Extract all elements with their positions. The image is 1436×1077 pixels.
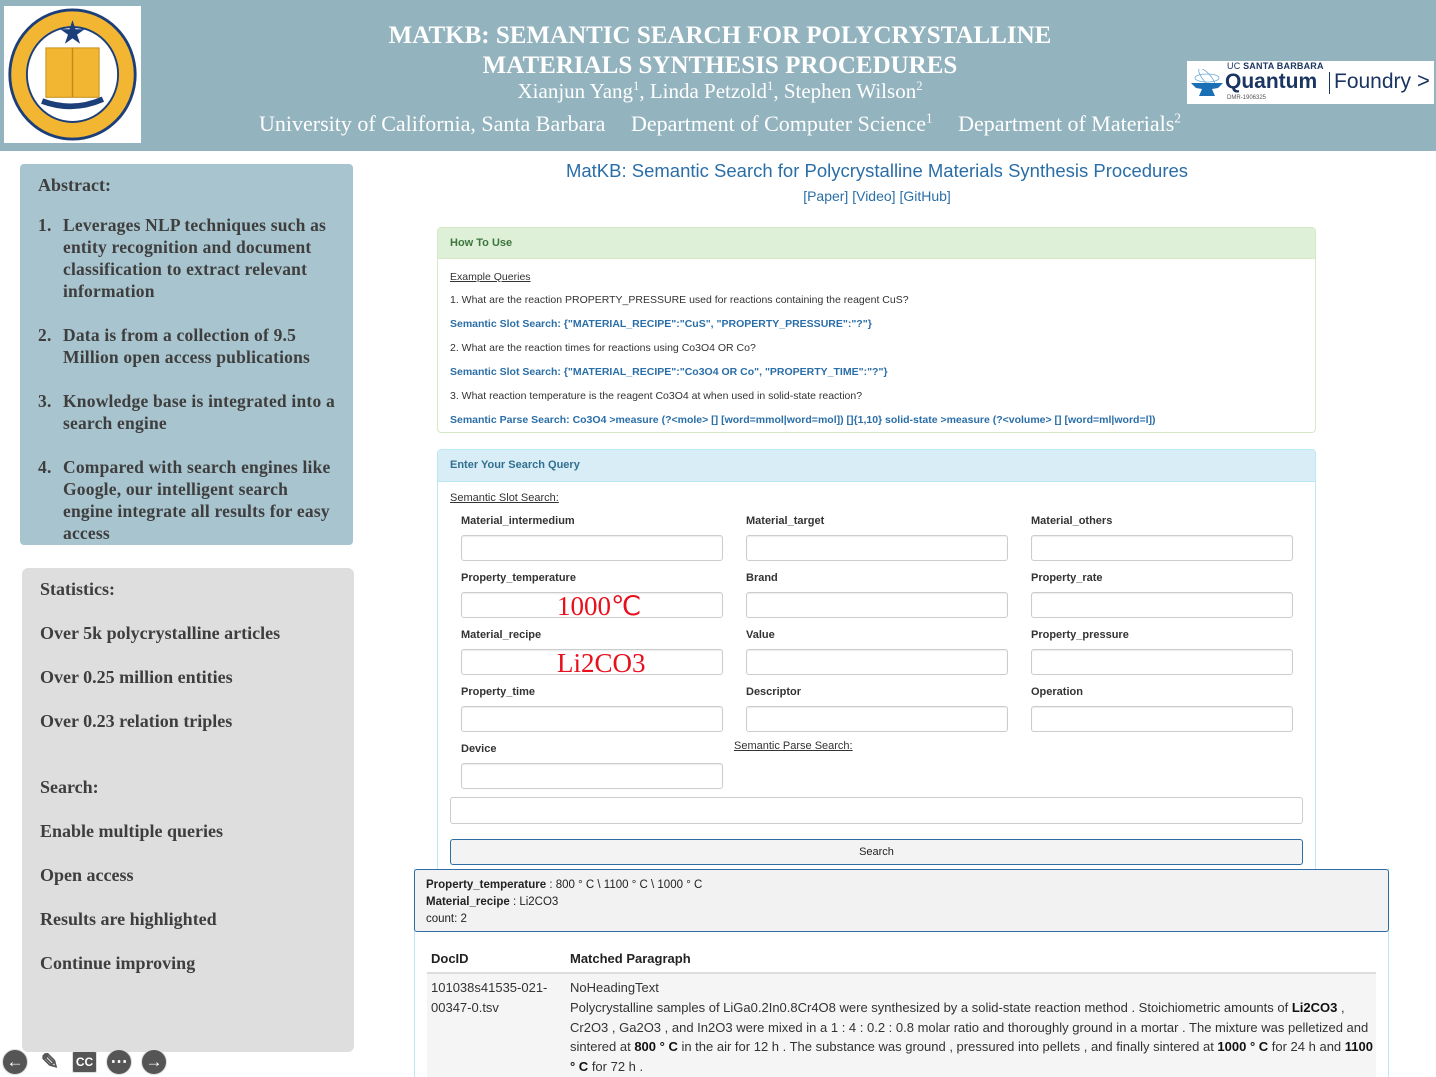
material-recipe-input[interactable]	[461, 648, 723, 678]
field-label: Property_pressure	[1031, 629, 1129, 641]
example-search: Semantic Slot Search: {"MATERIAL_RECIPE":"Co3O4 OR Co", "PROPERTY_TIME":"?"}	[450, 366, 888, 378]
input-value: Li2CO3	[557, 648, 646, 678]
example-search: Semantic Parse Search: Co3O4 >measure (?<mole> [] [word=mmol|word=mol]) []{1,10} solid-state >measure (?<volume> [] [word=ml|word=l])	[450, 414, 1156, 426]
poster-header	[0, 0, 1436, 151]
highlight: 800 ° C	[634, 1039, 678, 1055]
summary-key: Material_recipe	[426, 896, 510, 908]
field-label: Property_temperature	[461, 572, 576, 584]
value-input[interactable]	[746, 649, 1008, 675]
qf-uc: UC	[1227, 61, 1241, 71]
app-links	[437, 186, 1317, 206]
docid-line: 00347-0.tsv	[431, 999, 499, 1015]
item-text: Compared with search engines like Google, our intelligent search engine integrate all results for easy access	[63, 457, 331, 543]
cc-icon[interactable]: CC	[72, 1051, 97, 1073]
affiliation-name: Department of Materials	[958, 111, 1175, 136]
property-pressure-input[interactable]	[1031, 649, 1293, 675]
material-intermedium-input[interactable]	[461, 535, 723, 561]
qf-santa-barbara: SANTA BARBARA	[1243, 61, 1324, 71]
paper-link[interactable]: [Paper]	[803, 188, 849, 204]
field-property-pressure	[1031, 626, 1293, 675]
qf-foundry-text: Foundry	[1334, 70, 1412, 93]
material-target-input[interactable]	[746, 535, 1008, 561]
affiliation-sup: 2	[1174, 110, 1181, 126]
anvil-atom-icon	[1190, 69, 1224, 97]
field-label: Material_recipe	[461, 629, 542, 641]
paragraph-heading: NoHeadingText	[570, 980, 659, 995]
abstract-panel	[20, 164, 353, 545]
field-label: Operation	[1031, 686, 1083, 698]
field-label: Material_target	[746, 515, 825, 527]
table-row	[427, 974, 1376, 1077]
example-search: Semantic Slot Search: {"MATERIAL_RECIPE":"CuS", "PROPERTY_PRESSURE":"?"}	[450, 318, 872, 330]
field-material-intermedium	[461, 512, 723, 561]
matched-paragraph-cell	[570, 978, 1376, 1077]
abstract-list	[38, 214, 335, 544]
brand-input[interactable]	[746, 592, 1008, 618]
field-property-time	[461, 683, 723, 732]
field-label: Descriptor	[746, 686, 802, 698]
how-to-use-panel	[437, 227, 1316, 433]
authors: Xianjun Yang$^1$, Linda Petzold$^1$, Stephen Wilson$^2$	[517, 79, 923, 103]
poster-title-line1: MATKB: SEMANTIC SEARCH FOR POLYCRYSTALLINE	[388, 22, 1052, 49]
column-header-matched-paragraph: Matched Paragraph	[570, 951, 691, 966]
affiliation	[259, 111, 605, 136]
results-table	[427, 945, 1376, 1077]
field-material-others	[1031, 512, 1293, 561]
search-feature: Continue improving	[40, 953, 196, 973]
stat-item: Over 0.25 million entities	[40, 667, 233, 687]
material-others-input[interactable]	[1031, 535, 1293, 561]
search-feature: Open access	[40, 865, 134, 885]
field-property-rate	[1031, 569, 1293, 618]
chevron-right-icon: >	[1417, 68, 1430, 93]
item-text: Data is from a collection of 9.5 Million open access publications	[63, 325, 311, 367]
author-affil-sup: 1	[767, 79, 774, 93]
semantic-parse-search-label: Semantic Parse Search:	[734, 740, 853, 752]
property-rate-input[interactable]	[1031, 592, 1293, 618]
semantic-parse-search-input[interactable]	[450, 797, 1303, 824]
author: Xianjun Yang	[517, 79, 634, 103]
summary-key: Property_temperature	[426, 879, 547, 891]
abstract-item	[38, 390, 335, 434]
example-question: 2. What are the reaction times for reactions using Co3O4 OR Co?	[450, 342, 756, 354]
item-number: 1.	[38, 215, 52, 235]
search-query-heading: Enter Your Search Query	[438, 450, 1315, 482]
descriptor-input[interactable]	[746, 706, 1008, 732]
results-summary	[414, 869, 1389, 932]
field-label: Property_time	[461, 686, 535, 698]
field-material-target	[746, 512, 1008, 561]
statistics-panel	[22, 568, 354, 1052]
summary-value: : Li2CO3	[509, 896, 559, 908]
back-icon[interactable]: ←	[2, 1049, 28, 1075]
input-value: 1000℃	[557, 591, 642, 621]
example-question: 1. What are the reaction PROPERTY_PRESSURE used for reactions containing the reagent CuS?	[450, 294, 909, 306]
field-label: Value	[746, 629, 775, 641]
item-text: Leverages NLP techniques such as entity recognition and document classification to extract relevant information	[63, 215, 327, 301]
affiliation-sup: 1	[926, 110, 933, 126]
field-descriptor	[746, 683, 1008, 732]
property-temperature-input[interactable]	[461, 591, 723, 621]
device-input[interactable]	[461, 763, 723, 789]
operation-input[interactable]	[1031, 706, 1293, 732]
search-feature: Enable multiple queries	[40, 821, 224, 841]
results-count: count: 2	[426, 913, 467, 925]
field-label: Material_intermedium	[461, 515, 575, 527]
text-segment: , Cr2O3 , Ga2O3 , and In2O3 were mixed in a 1 : 4 : 0.2 : 0.8 molar ratio and thoroughly ground in a mortar . The mixture was pelletized and sintered at	[570, 999, 1369, 1055]
item-number: 4.	[38, 457, 52, 477]
statistics-heading: Statistics:	[40, 579, 115, 599]
field-operation	[1031, 683, 1293, 732]
example-queries-label: Example Queries	[450, 271, 531, 283]
search-button[interactable]: Search	[450, 839, 1303, 865]
forward-icon[interactable]: →	[141, 1049, 167, 1075]
video-link[interactable]: [Video]	[852, 188, 896, 204]
quantum-foundry-logo	[1187, 61, 1434, 104]
field-label: Device	[461, 743, 497, 755]
qf-separator	[1329, 72, 1330, 94]
abstract-item	[38, 214, 335, 302]
abstract-item	[38, 456, 335, 544]
text-segment: Polycrystalline samples of LiGa0.2In0.8Cr4O8 were synthesized by a solid-state reaction method . Stoichiometric amounts of	[570, 999, 1292, 1015]
how-to-use-heading: How To Use	[438, 228, 1315, 259]
author-affil-sup: 2	[916, 79, 923, 93]
semantic-slot-search-label: Semantic Slot Search:	[450, 492, 559, 504]
poster-title-line2: MATERIALS SYNTHESIS PROCEDURES	[482, 52, 958, 79]
qf-quantum-text: Quantum	[1225, 70, 1318, 93]
affiliation-name: Department of Computer Science	[630, 111, 927, 136]
example-question: 3. What reaction temperature is the reagent Co3O4 at when used in solid-state reaction?	[450, 390, 863, 402]
ucsb-seal-logo	[4, 6, 141, 143]
text-segment: for 72 h .	[588, 1059, 644, 1075]
stat-item: Over 0.23 relation triples	[40, 711, 233, 731]
stat-item: Over 5k polycrystalline articles	[40, 623, 281, 643]
docid-cell[interactable]	[427, 978, 570, 1077]
column-header-docid: DocID	[431, 951, 469, 966]
docid-line: 101038s41535-021-	[431, 980, 548, 995]
highlight: 1000 ° C	[1217, 1039, 1269, 1055]
author-affil-sup: 1	[633, 79, 640, 93]
affiliations	[200, 110, 1240, 138]
item-number: 2.	[38, 325, 52, 345]
affiliation	[958, 111, 1181, 136]
field-device	[461, 740, 723, 789]
affiliation-name: University of California, Santa Barbara	[259, 111, 606, 136]
paragraph-text	[570, 998, 1376, 1077]
app-title: MatKB: Semantic Search for Polycrystalline Materials Synthesis Procedures	[565, 160, 1189, 181]
field-brand	[746, 569, 1008, 618]
author: Linda Petzold	[649, 79, 768, 103]
field-material-recipe	[461, 626, 723, 678]
summary-value: : 800 ° C \ 1100 ° C \ 1000 ° C	[546, 879, 703, 891]
field-label: Brand	[746, 572, 778, 584]
search-query-panel	[437, 449, 1316, 879]
field-property-temperature	[461, 569, 723, 621]
pen-icon[interactable]: ✎	[40, 1049, 60, 1074]
field-label: Material_others	[1031, 515, 1113, 527]
abstract-item	[38, 324, 335, 368]
item-text: Knowledge base is integrated into a search engine	[63, 391, 335, 433]
summary-line	[426, 877, 1377, 894]
table-header	[427, 945, 1376, 974]
field-value	[746, 626, 1008, 675]
more-icon[interactable]: ⋯	[106, 1049, 132, 1075]
author: Stephen Wilson	[783, 79, 917, 103]
highlight: 1100 ° C	[570, 1039, 1373, 1075]
slide-player-controls	[2, 1047, 167, 1077]
item-number: 3.	[38, 391, 52, 411]
text-segment: in the air for 12 h . The substance was ground , pressured into pellets , and finally sintered at	[677, 1039, 1218, 1055]
qf-dmr-text: DMR-1906325	[1227, 95, 1267, 101]
seal-icon	[6, 8, 139, 141]
abstract-heading: Abstract:	[38, 175, 111, 195]
field-label: Property_rate	[1031, 572, 1103, 584]
text-segment: for 24 h and	[1268, 1039, 1345, 1055]
property-time-input[interactable]	[461, 706, 723, 732]
affiliation	[631, 111, 933, 136]
highlight: Li2CO3	[1291, 999, 1338, 1015]
search-feature: Results are highlighted	[40, 909, 217, 929]
summary-line	[426, 894, 1377, 911]
search-heading: Search:	[40, 777, 99, 797]
github-link[interactable]: [GitHub]	[899, 188, 951, 204]
